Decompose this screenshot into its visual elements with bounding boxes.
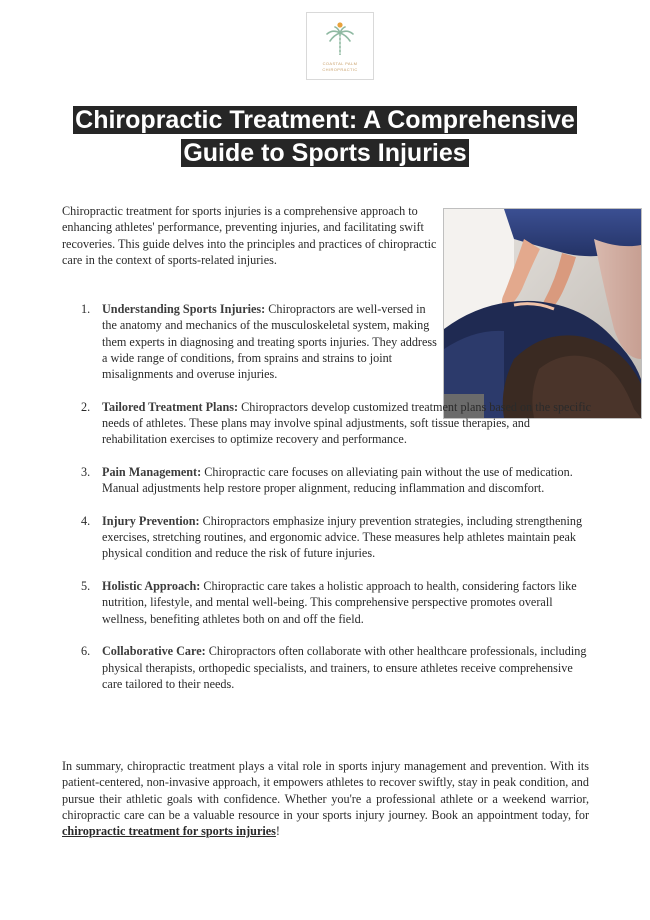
list-text: Chiropractors are well-versed in the anatomy and mechanics of the musculoskeletal system, making them experts in diagnosing and treating sports injuries. They address a wide range of conditions, from sprains and strains to joint misalignments and overuse injuries.	[102, 302, 437, 382]
list-item	[62, 578, 592, 627]
list-number: 2.	[81, 399, 91, 414]
list-item	[62, 301, 438, 382]
list-text: Chiropractors often collaborate with other healthcare professionals, including physical therapists, orthopedic specialists, and trainers, to ensure athletes receive comprehensive care tailored to their needs.	[102, 644, 587, 691]
logo	[306, 12, 374, 80]
list-item	[62, 513, 592, 562]
list-heading: Holistic Approach:	[102, 579, 201, 594]
topic-list	[62, 301, 592, 708]
list-heading: Collaborative Care:	[102, 644, 206, 659]
list-text: Chiropractic care focuses on alleviating pain without the use of medication. Manual adjustments help restore proper alignment, reducing inflammation and discomfort.	[102, 464, 573, 496]
list-item	[62, 643, 592, 692]
list-text: Chiropractors develop customized treatment plans based on the specific needs of athletes. These plans may involve spinal adjustments, soft tissue therapies, and rehabilitation exercises to optimize recovery and performance.	[102, 399, 592, 447]
logo-line-1: COASTAL PALM	[322, 61, 358, 66]
list-number: 4.	[81, 513, 91, 528]
list-heading: Injury Prevention:	[102, 513, 200, 528]
list-item	[62, 399, 592, 448]
list-text: Chiropractic care takes a holistic approach to health, considering factors like nutrition, lifestyle, and mental well-being. This comprehensive perspective promotes overall wellness, benefiting athletes both on and off the field.	[102, 579, 577, 626]
list-number: 3.	[81, 464, 91, 479]
page-title-text: Chiropractic Treatment: A Comprehensive Guide to Sports Injuries	[75, 106, 575, 167]
list-text: Chiropractors emphasize injury prevention strategies, including strengthening exercises, stretching routines, and ergonomic advice. These measures help athletes maintain peak physical condition and reduce the risk of future injuries.	[102, 513, 583, 561]
summary-end: !	[275, 824, 280, 839]
list-number: 5.	[81, 579, 91, 594]
logo-line-2: CHIROPRACTIC	[322, 67, 358, 72]
page-title	[40, 104, 610, 170]
list-heading: Understanding Sports Injuries:	[102, 302, 266, 316]
list-heading: Pain Management:	[102, 464, 202, 479]
list-item	[62, 464, 592, 497]
summary-paragraph	[62, 758, 589, 839]
summary-text: In summary, chiropractic treatment plays a vital role in sports injury management and prevention. With its patient-centered, non-invasive approach, it empowers athletes to recover swiftly, stay in peak condition, and pursue their athletic goals with confidence. Whether you're a professional athlete or a weekend warrior, chiropractic care can be a valuable resource in your sports injury journey. Book an appointment today, for	[62, 759, 589, 822]
intro-paragraph: Chiropractic treatment for sports injuries is a comprehensive approach to enhancing athletes' performance, preventing injuries, and facilitating swift recoveries. This guide delves into the principles and practices of chiropractic care in the context of sports-related injuries.	[62, 204, 437, 267]
list-number: 6.	[81, 644, 91, 659]
list-number: 1.	[81, 302, 91, 316]
service-link[interactable]: chiropractic treatment for sports injuries	[62, 824, 276, 839]
list-heading: Tailored Treatment Plans:	[102, 399, 239, 414]
